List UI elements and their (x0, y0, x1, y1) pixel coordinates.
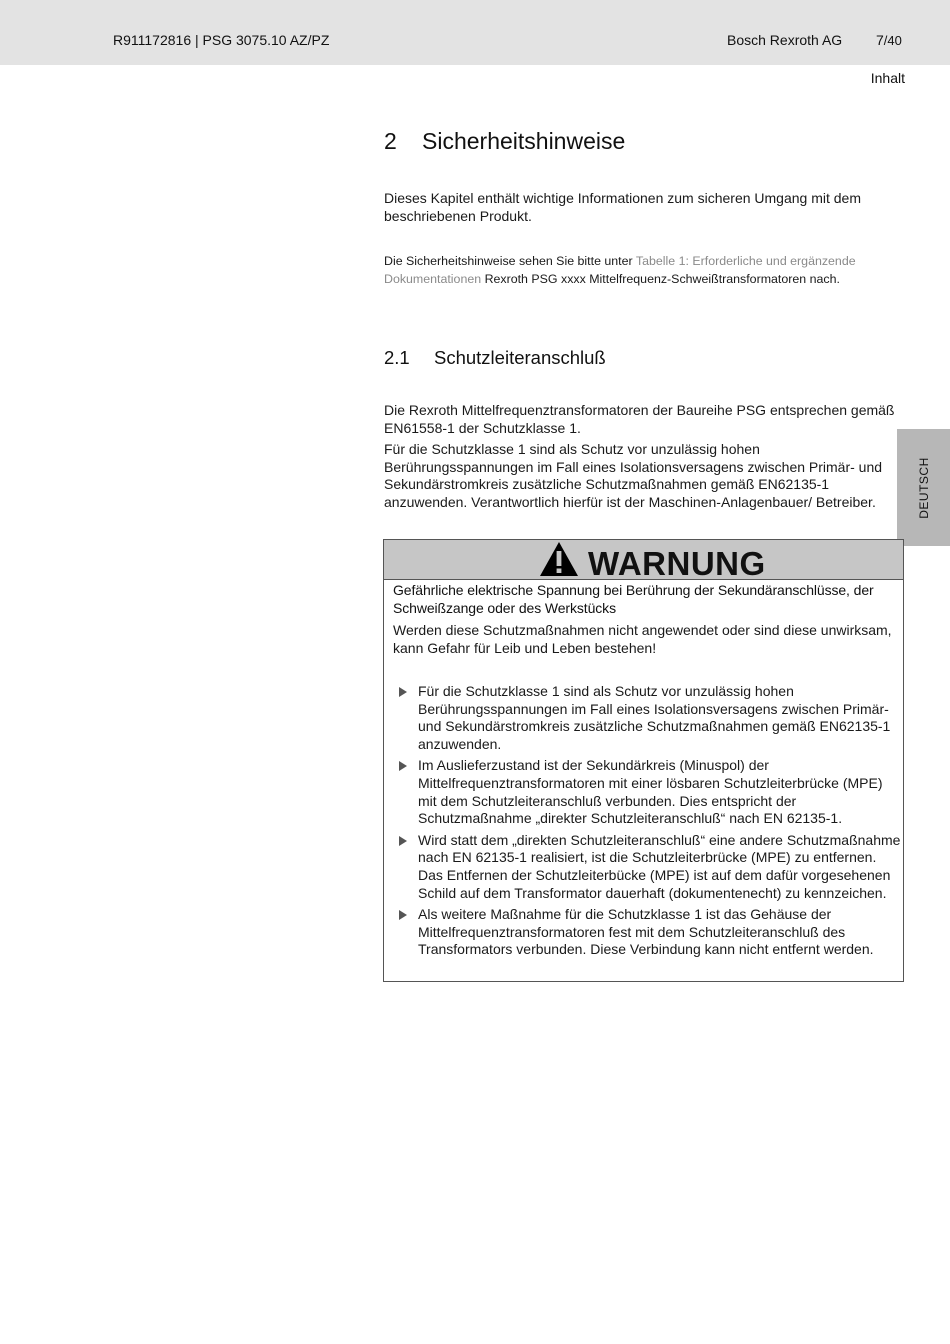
chapter-intro: Dieses Kapitel enthält wichtige Informationen zum sicheren Umgang mit dem beschriebenen Produkt. (384, 190, 862, 224)
reference-link[interactable]: Tabelle 1: Erforderliche und ergänzende Dokumentationen (384, 254, 856, 286)
section-link[interactable]: Inhalt (870, 70, 905, 86)
section-title: Schutzleiteranschluß (434, 347, 606, 368)
measure-text: Wird statt dem „direkten Schutzleiteranschluß“ eine andere Schutzmaßnahme nach EN 62135-1 realisiert, ist die Schutzleiterbrücke (MPE) zu entfernen. Das Entfernen der Schutzleiterbücke (MPE) ist auf dem dafür vorgesehenen Schild auf dem Transformator dauerhaft (dokumentenecht) zu kennzeichen. (418, 831, 901, 901)
section-paragraph-2: Für die Schutzklasse 1 sind als Schutz vor unzulässig hohen Berührungsspannungen im Fall eines Isolationsversagens zwischen Primär- und Sekundärstromkreis zusätzliche Schutzmaßnahmen gemäß EN62135-1 anzuwenden. Verantwortlich hierfür ist der Maschinen-Anlagenbauer/ Betreiber. (384, 441, 883, 510)
section-number: 2.1 (384, 347, 410, 368)
bullet-arrow-icon (399, 910, 407, 920)
list-item (384, 683, 903, 753)
measure-text: Als weitere Maßnahme für die Schutzklasse 1 ist das Gehäuse der Mittelfrequenztransformatoren fest mit dem Schutzleiteranschluß des Transformators verbunden. Diese Verbindung kann nicht entfernt werden. (418, 906, 874, 958)
warning-triangle-icon (539, 541, 579, 577)
bullet-arrow-icon (399, 836, 407, 846)
page-total: /40 (883, 33, 902, 48)
document-id: R911172816 | PSG 3075.10 AZ/PZ (113, 32, 330, 48)
chapter-number: 2 (384, 128, 397, 154)
language-tab-label: DEUTSCH (916, 456, 931, 519)
page-header (0, 0, 950, 65)
reference-prefix: Die Sicherheitshinweise sehen Sie bitte unter (384, 254, 636, 268)
section-heading (384, 347, 606, 369)
list-item (384, 906, 903, 959)
list-item (384, 832, 903, 902)
warning-header (384, 540, 903, 580)
warning-hazard: Gefährliche elektrische Spannung bei Berührung der Sekundäranschlüsse, der Schweißzange oder des Werkstücks (393, 582, 874, 616)
section-paragraph-1: Die Rexroth Mittelfrequenztransformatoren der Baureihe PSG entsprechen gemäß EN61558-1 der Schutzklasse 1. (384, 402, 895, 436)
company-name: Bosch Rexroth AG (727, 32, 843, 48)
measure-text: Im Auslieferzustand ist der Sekundärkreis (Minuspol) der Mittelfrequenztransformatoren mit einer lösbaren Schutzleiterbrücke (MPE) mit dem Schutzleiteranschluß verbunden. Dies entspricht der Schutzmaßnahme „direkter Schutzleiteranschluß“ nach EN 62135-1. (418, 757, 883, 827)
warning-consequence: Werden diese Schutzmaßnahmen nicht angewendet oder sind diese unwirksam, kann Gefahr für Leib und Leben bestehen! (393, 622, 892, 656)
list-item (384, 757, 903, 827)
warning-signal-word: WARNUNG (588, 545, 766, 582)
measure-text: Für die Schutzklasse 1 sind als Schutz vor unzulässig hohen Berührungsspannungen im Fall eines Isolationsversagens zwischen Primär- und Sekundärstromkreis zusätzliche Schutzmaßnahmen gemäß EN62135-1 anzuwenden. (418, 683, 891, 752)
chapter-title: Sicherheitshinweise (422, 128, 626, 154)
bullet-arrow-icon (399, 761, 407, 771)
bullet-arrow-icon (399, 687, 407, 697)
warning-box (383, 539, 904, 982)
page-current: 7 (876, 32, 884, 48)
warning-measures-list (384, 683, 903, 963)
reference-paragraph (384, 252, 906, 288)
chapter-heading (384, 128, 625, 155)
page-number (876, 32, 902, 48)
reference-suffix: Rexroth PSG xxxx Mittelfrequenz-Schweißtransformatoren nach. (481, 272, 840, 286)
